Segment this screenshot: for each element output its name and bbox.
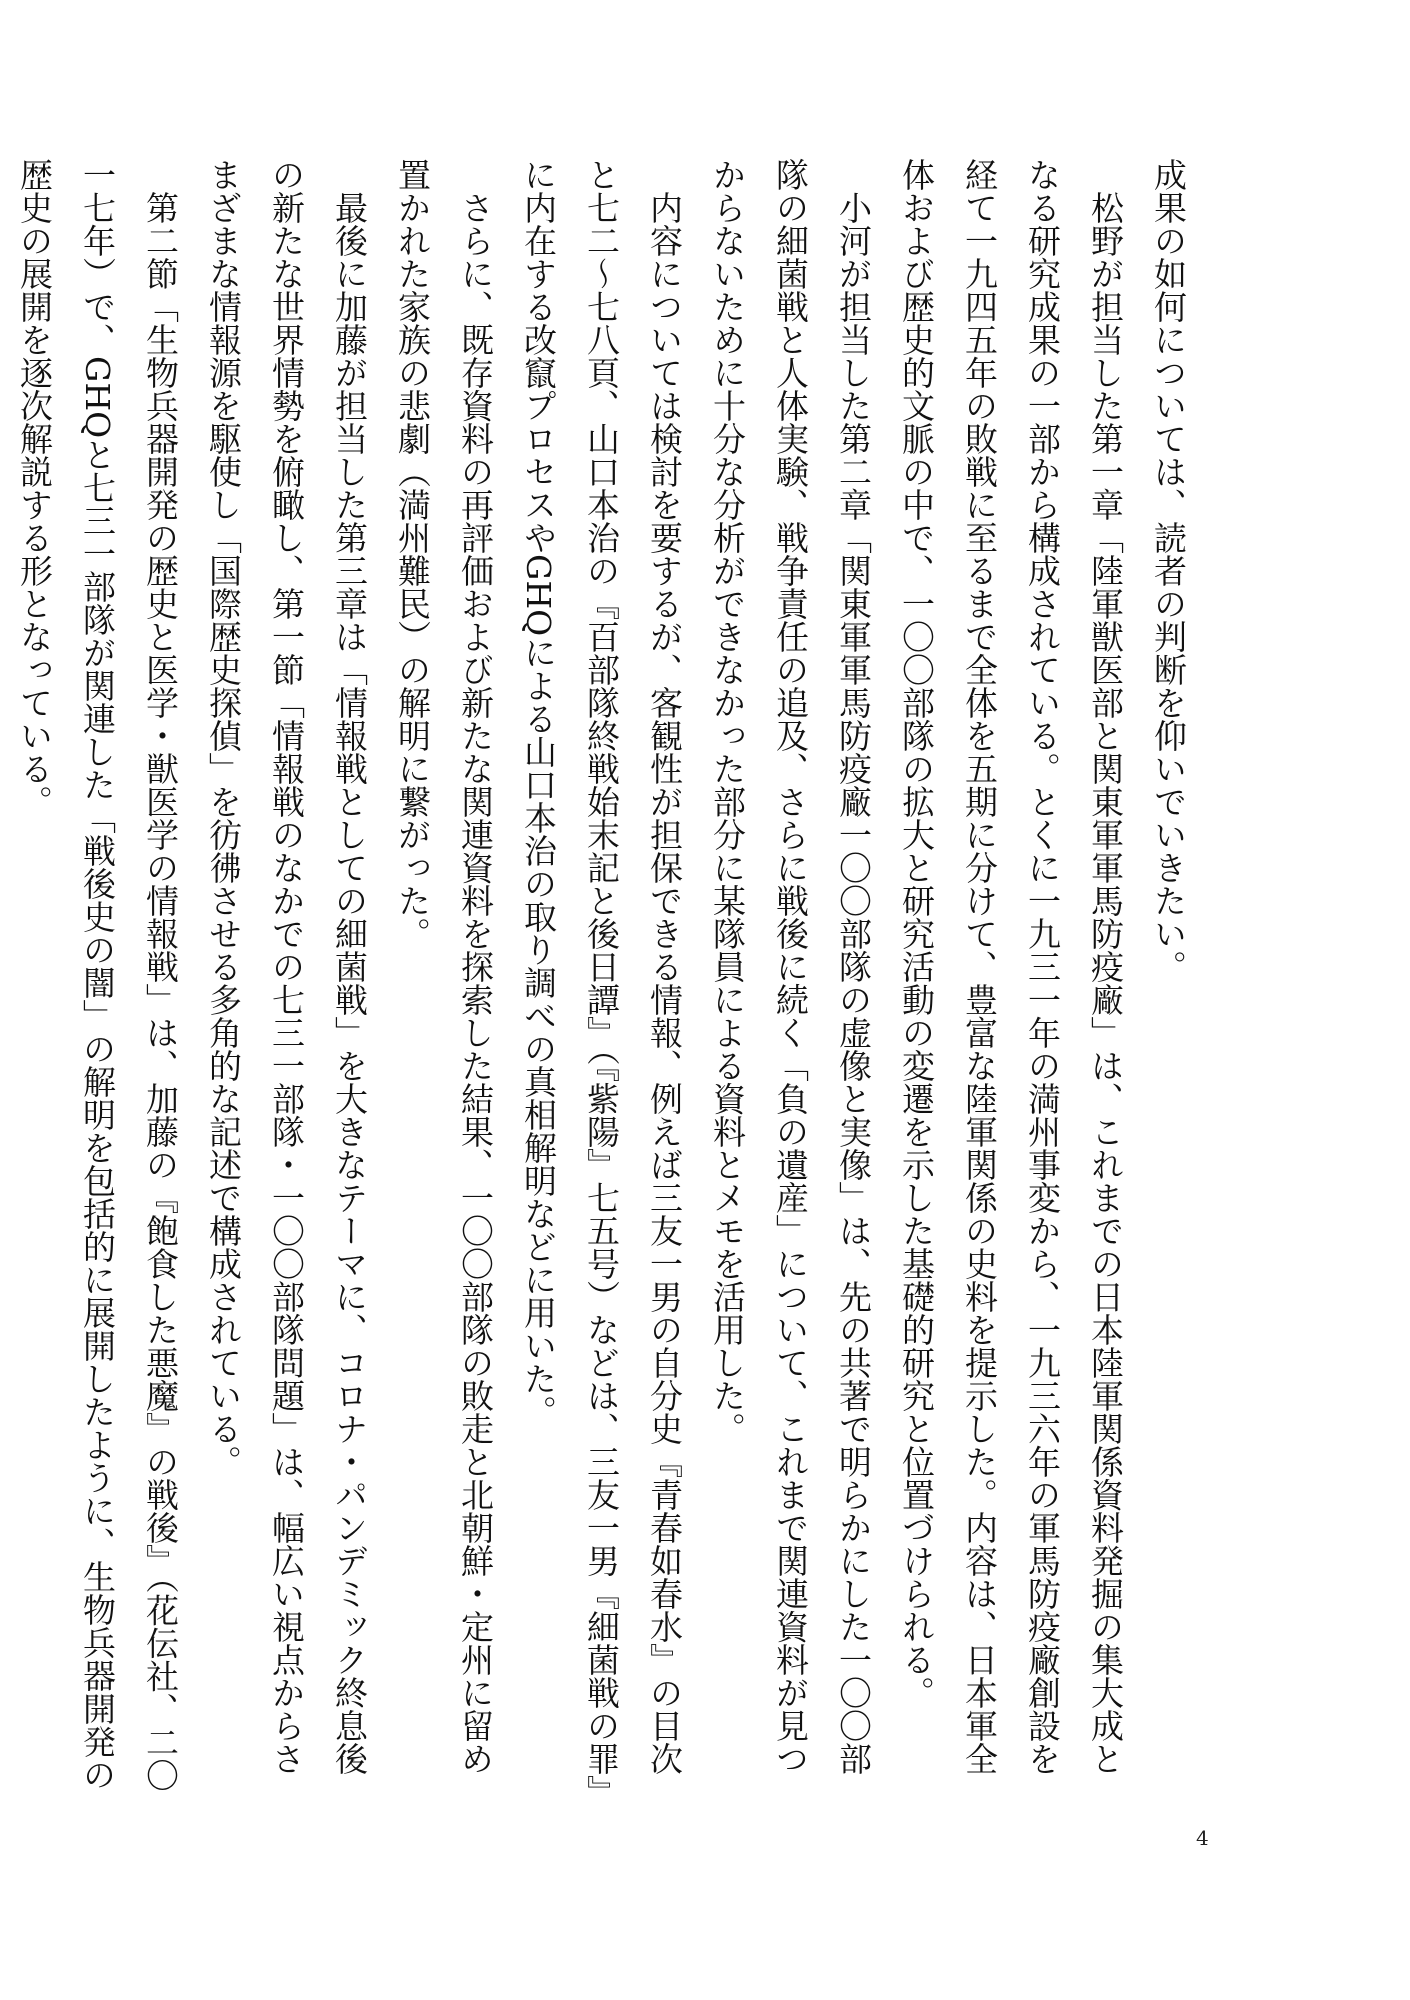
page-number: 4: [1196, 1826, 1209, 1850]
paragraph-8: [0, 158, 3, 1798]
paragraph-3: 小河が担当した第二章「関東軍軍馬防疫廠一〇〇部隊の虚像と実像」は、先の共著で明らかにした一〇〇部隊の細菌戦と人体実験、戦争責任の追及、さらに戦後に続く「負の遺産」について、これまで関連資料が見つからないために十分な分析ができなかった部分に某隊員による資料とメモを活用した。: [708, 158, 873, 1775]
paragraph-7: 第二節「生物兵器開発の歴史と医学・獣医学の情報戦」は、加藤の『飽食した悪魔』の戦後』（花伝社、二〇一七年）で、GHQと七三一部隊が関連した「戦後史の闇」の解明を包括的に展開したように、生物兵器開発の歴史の展開を逐次解説する形となっている。: [15, 158, 180, 1792]
paragraph-5: さらに、既存資料の再評価および新たな関連資料を探索した結果、一〇〇部隊の敗走と北朝鮮・定州に留め置かれた家族の悲劇（満州難民）の解明に繋がった。: [393, 158, 495, 1775]
vertical-text-body: [15, 158, 1200, 1798]
paragraph-2: 松野が担当した第一章「陸軍獣医部と関東軍軍馬防疫廠」は、これまでの日本陸軍関係資料発掘の集大成となる研究成果の一部から構成されている。とくに一九三一年の満州事変から、一九三六年の軍馬防疫廠創設を経て一九四五年の敗戦に至るまで全体を五期に分けて、豊富な陸軍関係の史料を提示した。内容は、日本軍全体および歴史的文脈の中で、一〇〇部隊の拡大と研究活動の変遷を示した基礎的研究と位置づけられる。: [897, 158, 1125, 1775]
paragraph-6: 最後に加藤が担当した第三章は「情報戦としての細菌戦」を大きなテーマに、コロナ・パンデミック終息後の新たな世界情勢を俯瞰し、第一節「情報戦のなかでの七三一部隊・一〇〇部隊問題」は、幅広い視点からさまざまな情報源を駆使し「国際歴史探偵」を彷彿させる多角的な記述で構成されている。: [204, 158, 369, 1775]
paragraph-4: 内容については検討を要するが、客観性が担保できる情報、例えば三友一男の自分史『青春如春水』の目次と七二～七八頁、山口本治の『百部隊終戦始末記と後日譚』（『紫陽』七五号）などは、三友一男『細菌戦の罪』に内在する改竄プロセスやGHQによる山口本治の取り調べの真相解明などに用いた。: [519, 158, 684, 1792]
paragraph-1: 成果の如何については、読者の判断を仰いでいきたい。: [1149, 158, 1188, 983]
